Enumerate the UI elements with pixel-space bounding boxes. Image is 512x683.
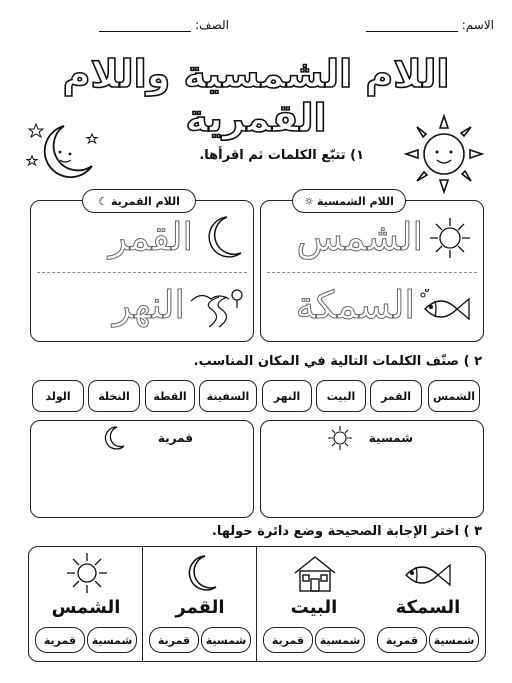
choice-lunar[interactable]: قمرية bbox=[149, 627, 199, 653]
solar-sort-box[interactable] bbox=[260, 420, 484, 518]
sun-icon bbox=[65, 551, 109, 595]
choice-solar[interactable]: شمسية bbox=[315, 627, 365, 653]
moon-icon bbox=[201, 213, 245, 263]
cell-word: السمكة bbox=[395, 597, 461, 618]
lunar-trace-panel bbox=[30, 200, 254, 342]
word-chip[interactable]: النخلة bbox=[88, 380, 140, 412]
trace-word[interactable]: القمر bbox=[108, 215, 193, 259]
word-chip[interactable]: النهر bbox=[262, 380, 312, 412]
class-field[interactable] bbox=[99, 18, 229, 32]
word-chip[interactable]: القمر bbox=[370, 380, 422, 412]
solar-box-label: شمسية bbox=[368, 431, 413, 445]
trace-word[interactable]: النهر bbox=[112, 283, 185, 327]
name-field[interactable] bbox=[366, 18, 494, 32]
lunar-tab-label: اللام القمرية bbox=[110, 194, 180, 208]
q2-label: ٢ ) صنّف الكلمات التالية في المكان المناسب. bbox=[193, 354, 482, 369]
fish-icon bbox=[400, 557, 456, 593]
panel-divider bbox=[37, 272, 247, 273]
word-chip[interactable]: القطة bbox=[145, 380, 195, 412]
choice-lunar[interactable]: قمرية bbox=[263, 627, 313, 653]
choice-solar[interactable]: شمسية bbox=[201, 627, 251, 653]
trace-word[interactable]: السمكة bbox=[295, 283, 415, 327]
sun-icon bbox=[327, 425, 353, 451]
moon-icon bbox=[103, 425, 125, 451]
cell-word: الشمس bbox=[51, 597, 121, 618]
solar-trace-panel bbox=[260, 200, 484, 342]
word-chip[interactable]: الشمس bbox=[428, 380, 480, 412]
house-icon bbox=[291, 553, 339, 593]
moon-stars-icon bbox=[24, 118, 104, 180]
solar-tab-label: اللام الشمسية bbox=[316, 194, 394, 208]
word-chip[interactable]: الولد bbox=[32, 380, 84, 412]
choice-solar[interactable]: شمسية bbox=[429, 627, 479, 653]
page-title: اللام الشمسية واللام القمرية bbox=[62, 52, 450, 140]
word-chip[interactable]: البيت bbox=[316, 380, 366, 412]
sun-icon bbox=[427, 215, 473, 261]
sun-icon bbox=[402, 112, 486, 196]
name-label: الاسم: bbox=[461, 18, 494, 32]
class-line[interactable] bbox=[99, 31, 191, 32]
choice-lunar[interactable]: قمرية bbox=[35, 627, 85, 653]
crescent-icon: ☾ bbox=[98, 194, 108, 208]
cell-word: البيت bbox=[290, 597, 338, 618]
word-chip[interactable]: السفينة bbox=[199, 380, 257, 412]
river-icon bbox=[189, 287, 247, 331]
choice-solar[interactable]: شمسية bbox=[87, 627, 137, 653]
trace-word[interactable]: الشمس bbox=[296, 215, 423, 259]
sun-icon: ☼ bbox=[304, 194, 314, 208]
class-label: الصف: bbox=[195, 18, 229, 32]
q3-label: ٣ ) اختر الإجابة الصحيحة وضع دائرة حولها. bbox=[211, 524, 482, 539]
moon-icon bbox=[183, 553, 219, 595]
panel-divider bbox=[267, 272, 477, 273]
choice-table bbox=[28, 546, 486, 662]
choice-cell bbox=[256, 547, 371, 661]
lunar-tab bbox=[82, 189, 196, 213]
q1-label: ١) تتبّع الكلمات ثم اقرأها. bbox=[199, 148, 364, 163]
choice-cell bbox=[371, 547, 485, 661]
cell-word: القمر bbox=[175, 597, 225, 618]
fish-icon bbox=[419, 289, 475, 329]
lunar-box-label: قمرية bbox=[157, 431, 193, 445]
lunar-sort-box[interactable] bbox=[30, 420, 254, 518]
solar-tab bbox=[292, 189, 406, 213]
name-line[interactable] bbox=[366, 31, 458, 32]
choice-lunar[interactable]: قمرية bbox=[377, 627, 427, 653]
choice-cell bbox=[142, 547, 257, 661]
choice-cell bbox=[28, 547, 143, 661]
